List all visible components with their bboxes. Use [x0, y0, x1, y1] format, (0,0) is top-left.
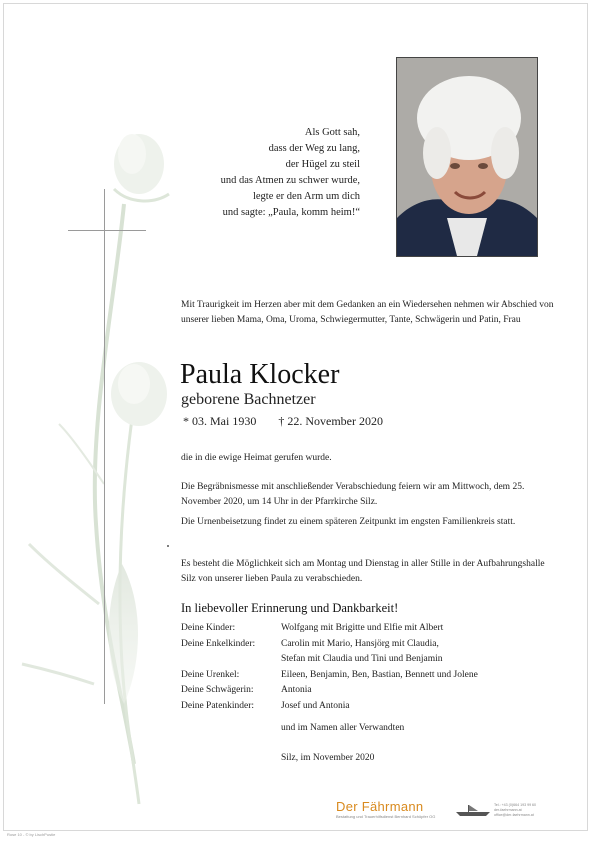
maiden-name: geborene Bachnetzer	[181, 391, 316, 408]
contact-info	[494, 803, 536, 818]
portrait-photo	[396, 57, 538, 257]
contact-email[interactable]: office@der-faehrmann.at	[494, 813, 534, 817]
intro-text: Mit Traurigkeit im Herzen aber mit dem Gedanken an ein Wiedersehen nehmen wir Abschied von unserer lieben Mama, Oma, Uroma, Schwiegermutter, Tante, Schwägerin und Patin, Frau	[181, 300, 554, 325]
poem-line: der Hügel zu steil	[285, 159, 360, 170]
boat-icon	[454, 803, 492, 817]
family-value: Eileen, Benjamin, Ben, Bastian, Bennett und Jolene	[281, 669, 478, 680]
family-row-children	[181, 621, 571, 637]
portrait-image	[397, 58, 537, 256]
contact-web[interactable]: der-faehrmann.at	[494, 808, 522, 812]
family-label: Deine Kinder:	[181, 623, 236, 633]
poem-line: dass der Weg zu lang,	[268, 143, 360, 154]
poem-line: legte er den Arm um dich	[252, 191, 360, 202]
cross-vertical-bar	[104, 189, 105, 704]
family-value: Antonia	[281, 685, 312, 695]
family-label: Deine Schwägerin:	[181, 685, 254, 695]
brand-logo-text: Der Fährmann	[336, 799, 424, 814]
family-value: Stefan mit Claudia und Tini und Benjamin	[281, 654, 443, 664]
urn-text: Die Urnenbeisetzung findet zu einem späteren Zeitpunkt im engsten Familienkreis statt.	[181, 517, 516, 527]
place-date: Silz, im November 2020	[281, 753, 375, 763]
family-label: Deine Enkelkinder:	[181, 638, 256, 649]
family-label: Deine Urenkel:	[181, 669, 240, 680]
contact-phone: Tel.: +43 (0)664 193 99 60	[494, 803, 537, 807]
birth-date: * 03. Mai 1930	[183, 414, 257, 428]
cross-horizontal-bar	[68, 230, 146, 231]
viewing-text: Es besteht die Möglichkeit sich am Montag und Dienstag in aller Stille in der Aufbahrungshalle Silz von unserer lieben Paula zu verabschieden.	[181, 559, 545, 584]
deceased-name: Paula Klocker	[180, 359, 340, 390]
family-list	[181, 621, 571, 714]
funeral-home-footer	[336, 799, 586, 829]
death-date: † 22. November 2020	[278, 414, 383, 428]
family-value: Carolin mit Mario, Hansjörg mit Claudia,	[281, 638, 439, 649]
family-value: Josef und Antonia	[281, 700, 350, 711]
copyright-note: Rose 10 - © by LischPustie	[7, 832, 56, 837]
closing-text: und im Namen aller Verwandten	[281, 723, 405, 733]
brand-subline: Bestattung und Trauerhilfsdienst Bernhard Schöpfer OG	[336, 814, 436, 819]
poem-line: Als Gott sah,	[304, 127, 360, 138]
obituary-page	[3, 3, 588, 831]
poem-line: und das Atmen zu schwer wurde,	[220, 175, 360, 186]
family-row-grandchildren	[181, 637, 571, 668]
family-label: Deine Patenkinder:	[181, 700, 255, 711]
heimat-text: die in die ewige Heimat gerufen wurde.	[181, 453, 332, 463]
poem-line: und sagte: „Paula, komm heim!“	[222, 207, 360, 218]
funeral-text: Die Begräbnismesse mit anschließender Verabschiedung feiern wir am Mittwoch, dem 25. November 2020, um 14 Uhr in der Pfarrkirche Silz.	[181, 482, 525, 507]
remembrance-heading: In liebevoller Erinnerung und Dankbarkeit!	[181, 601, 399, 615]
poem	[221, 125, 360, 221]
family-value: Wolfgang mit Brigitte und Elfie mit Albert	[281, 623, 444, 633]
life-dates	[183, 414, 383, 429]
stray-dot	[167, 545, 169, 547]
family-row-sister-in-law	[181, 683, 571, 699]
family-row-great-grandchildren	[181, 668, 571, 684]
family-row-godchildren	[181, 699, 571, 715]
